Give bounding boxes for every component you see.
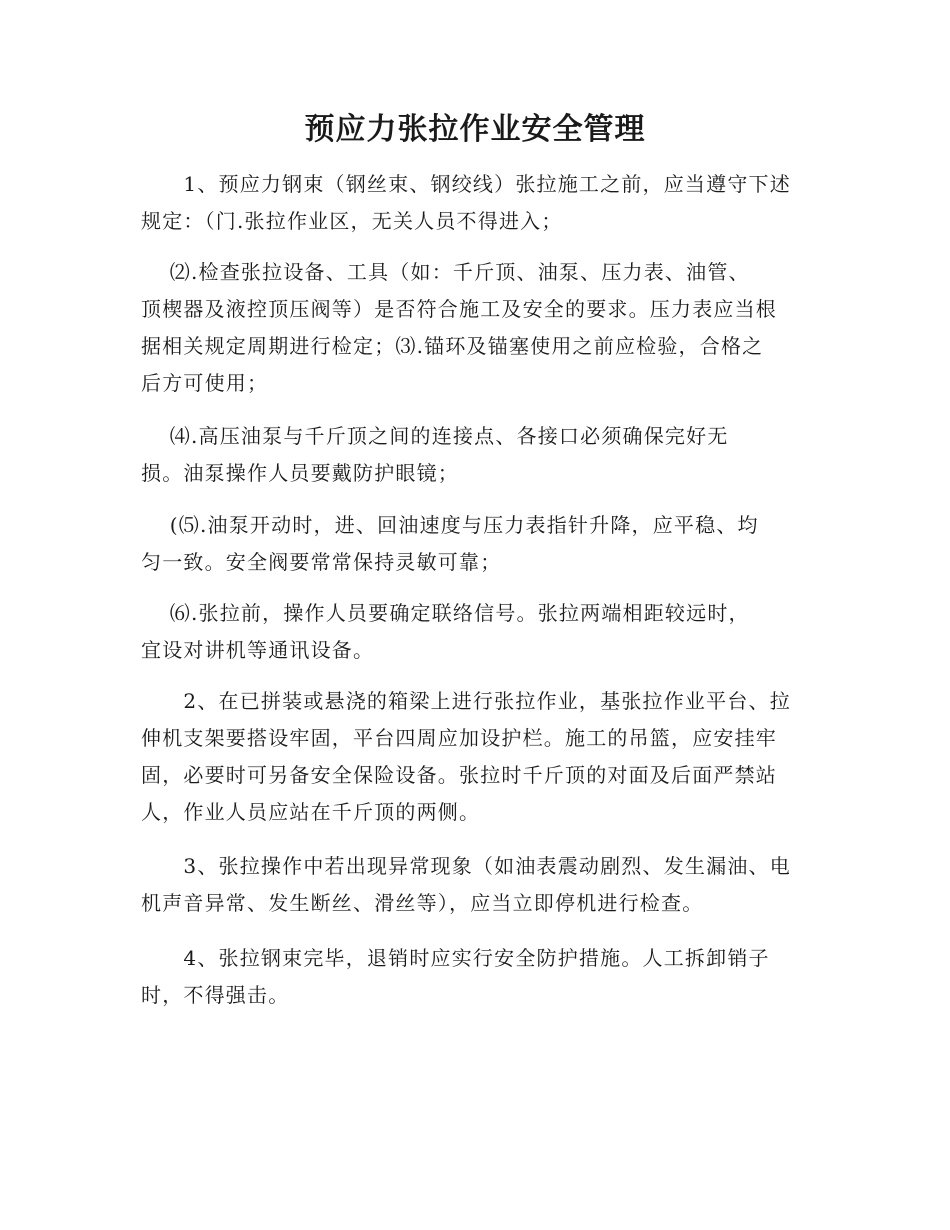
paragraph-line: 2、在已拼装或悬浇的箱梁上进行张拉作业，基张拉作业平台、拉	[141, 689, 791, 713]
paragraph-line: 规定：（门.张拉作业区，无关人员不得进入；	[141, 209, 563, 233]
paragraph-line: 损。油泵操作人员要戴防护眼镜；	[141, 461, 459, 485]
paragraph-line: 宜设对讲机等通讯设备。	[141, 638, 375, 662]
paragraph-line: 顶楔器及液控顶压阀等）是否符合施工及安全的要求。压力表应当根	[141, 297, 777, 321]
paragraph-1	[141, 166, 806, 240]
paragraph-line: 3、张拉操作中若出现异常现象（如油表震动剧烈、发生漏油、电	[141, 854, 791, 878]
paragraph-line: 据相关规定周期进行检定；⑶.锚环及锚塞使用之前应检验，合格之	[141, 334, 764, 358]
paragraph-7	[141, 848, 806, 922]
document-title: 预应力张拉作业安全管理	[304, 112, 646, 147]
paragraph-3	[141, 418, 806, 492]
paragraph-line: 后方可使用；	[141, 371, 269, 395]
paragraph-line: 机声音异常、发生断丝、滑丝等），应当立即停机进行检查。	[141, 891, 704, 915]
paragraph-line: ⑷.高压油泵与千斤顶之间的连接点、各接口必须确保完好无	[141, 424, 729, 448]
paragraph-line: 匀一致。安全阀要常常保持灵敏可靠；	[141, 550, 502, 574]
paragraph-line: 人，作业人员应站在千斤顶的两侧。	[141, 800, 481, 824]
paragraph-line: 时，不得强击。	[141, 983, 290, 1007]
paragraph-line: 伸机支架要搭设牢固，平台四周应加设护栏。施工的吊篮，应安挂牢	[141, 726, 777, 750]
paragraph-8	[141, 940, 806, 1014]
paragraph-line: ⑵.检查张拉设备、工具（如：千斤顶、油泵、压力表、油管、	[141, 260, 750, 284]
paragraph-line: 4、张拉钢束完毕，退销时应实行安全防护措施。人工拆卸销子	[141, 946, 770, 970]
paragraph-4	[141, 507, 806, 581]
paragraph-2	[141, 254, 806, 402]
paragraph-line: (⑸.油泵开动时，进、回油速度与压力表指针升降，应平稳、均	[141, 513, 759, 537]
paragraph-line: 固，必要时可另备安全保险设备。张拉时千斤顶的对面及后面严禁站	[141, 763, 777, 787]
paragraph-line: 1、预应力钢束（钢丝束、钢绞线）张拉施工之前，应当遵守下述	[141, 172, 791, 196]
paragraph-5	[141, 595, 806, 669]
paragraph-6	[141, 683, 806, 831]
paragraph-line: ⑹.张拉前，操作人员要确定联络信号。张拉两端相距较远时，	[141, 601, 750, 625]
